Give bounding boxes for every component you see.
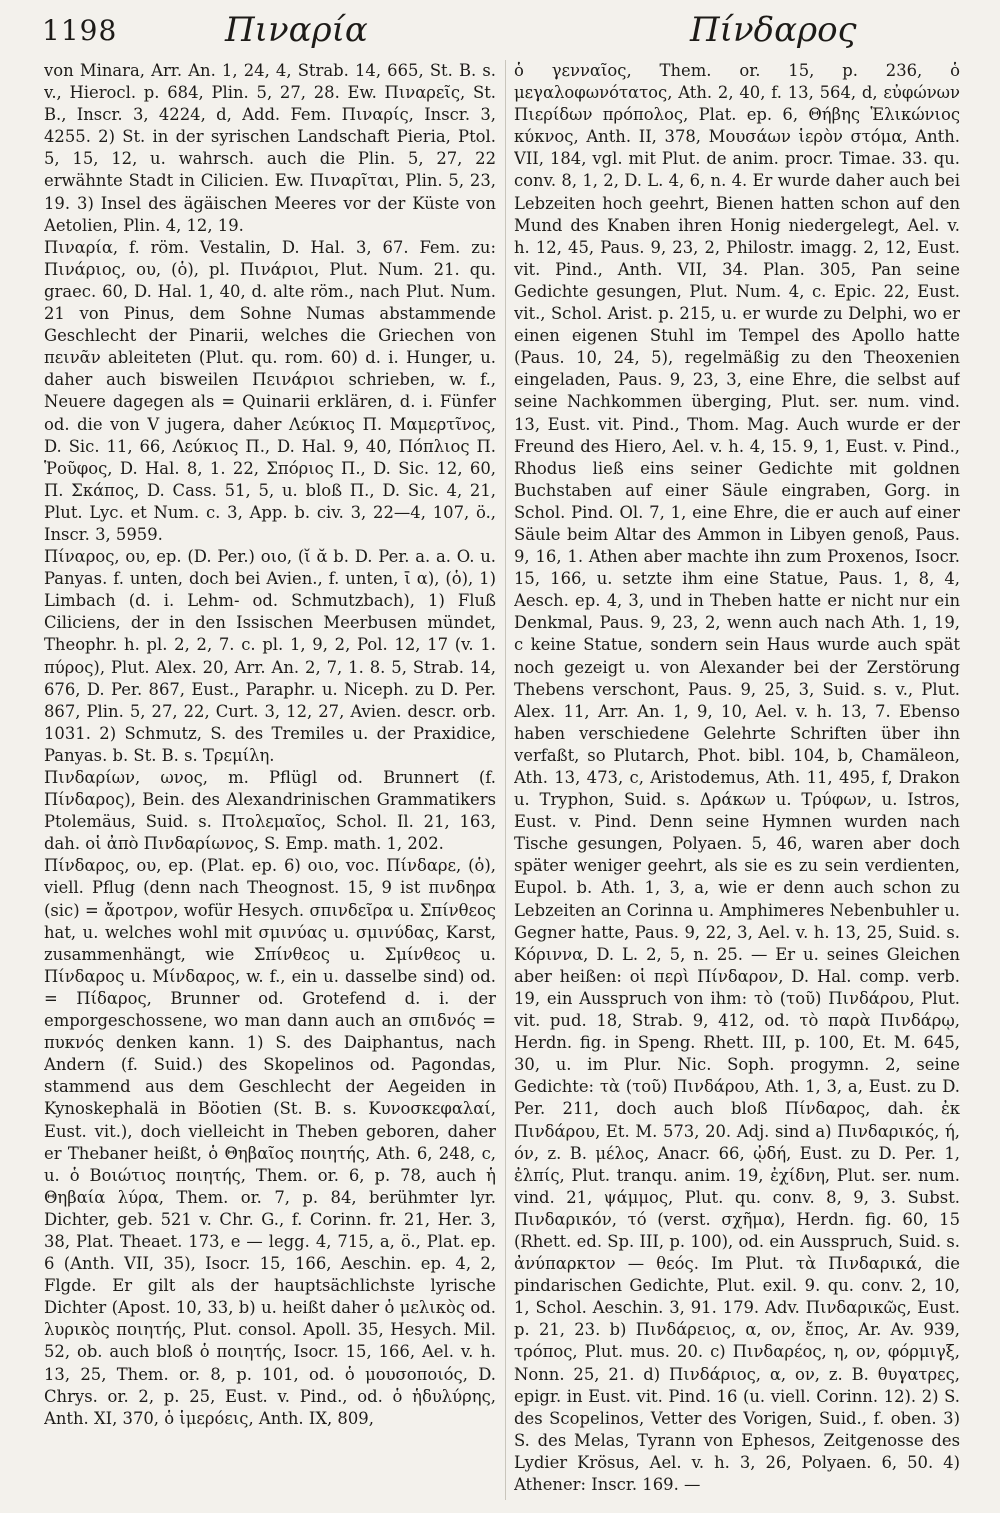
entry-text: von Minara, Arr. An. 1, 24, 4, Strab. 14, 665, St. B. s. v., Hierocl. p. 684, Plin. 5, 27, 28. Ew. Πιναρεῖς, St. B., Inscr. 3, 4224, d, Add. Fem. Πιναρίς, Inscr. 3, 4255. 2) St. in der syrischen Landschaft Pieria, Ptol. 5, 15, 12, u. wahrsch. auch die Plin. 5, 27, 22 erwähnte Stadt in Cilicien. Ew. Πιναρῖται, Plin. 5, 23, 19. 3) Insel des ägäischen Meeres vor der Küste von Aetolien, Plin. 4, 12, 19. xyxy=(44,61,496,235)
column-divider xyxy=(505,60,506,1500)
entry-pindaros: Πίνδαρος, ου, ep. (Plat. ep. 6) οιο, voc. Πίνδαρε, (ὁ), viell. Pflug (denn nach Theognost. 15, 9 ist πινδηρα (sic) = ἄροτρον, wofür Hesych. σπινδεῖρα u. Σπίνθεος hat, u. welches wohl mit σμινύας u. σμινύδας, Karst, zusammenhängt, wie Σπίνθεος u. Σμίνθεος u. Πίνδαρος u. Μίνδαρος, w. f., ein u. dasselbe sind) od. = Πίδαρος, Brunner od. Grotefend d. i. der emporgeschossene, wo man dann auch an σπιδνός = πυκνός denken kann. 1) S. des Daiphantus, nach Andern (f. Suid.) des Skopelinos od. Pagondas, stammend aus dem Geschlecht der Aegeiden in Kynoskephalä in Böotien (St. B. s. Κυνοσκεφαλαί, Eust. vit.), doch vielleicht in Theben geboren, daher er Thebaner heißt, ὁ Θηβαῖος ποιητής, Ath. 6, 248, c, u. ὁ Βοιώτιος ποιητής, Them. or. 6, p. 78, auch ἡ Θηβαία λύρα, Them. or. 7, p. 84, berühmter lyr. Dichter, geb. 521 v. Chr. G., f. Corinn. fr. 21, Her. 3, 38, Plat. Theaet. 173, e — legg. 4, 715, a, ö., Plat. ep. 6 (Anth. VII, 35), Isocr. 15, 166, Aeschin. ep. 4, 2, Flgde. Er gilt als der hauptsächlichste lyrische Dichter (Apost. 10, 33, b) u. heißt daher ὁ μελικὸς od. λυρικὸς ποιητής, Plut. consol. Apoll. 35, Hesych. Mil. 52, ob. auch bloß ὁ ποιητής, Isocr. 15, 166, Ael. v. h. 13, 25, Them. or. 8, p. 101, od. ὁ μουσοποιός, D. Chrys. or. 2, p. 25, Eust. v. Pind., od. ὁ ἡδυλύρης, Anth. XI, 370, ὁ ἱμερόεις, Anth. IX, 809, xyxy=(44,856,496,1428)
entry-pinaros: Πίναρος, ου, ep. (D. Per.) οιο, (ῐ ᾰ b. D. Per. a. a. O. u. Panyas. f. unten, doch bei Avien., f. unten, ῑ α), (ὁ), 1) Limbach (d. i. Lehm- od. Schmutzbach), 1) Fluß Ciliciens, der in den Issischen Meerbusen mündet, Theophr. h. pl. 2, 2, 7. c. pl. 1, 9, 2, Pol. 12, 17 (v. 1. πύρος), Plut. Alex. 20, Arr. An. 2, 7, 1. 8. 5, Strab. 14, 676, D. Per. 867, Eust., Paraphr. u. Niceph. zu D. Per. 867, Plin. 5, 27, 22, Curt. 3, 12, 27, Avien. descr. orb. 1031. 2) Schmutz, S. des Tremiles u. der Praxidice, Panyas. b. St. B. s. Τρεμίλη. xyxy=(44,547,496,765)
left-running-head: Πιναρία xyxy=(225,10,368,50)
entry-pindarion: Πινδαρίων, ωνος, m. Pflügl od. Brunnert (f. Πίνδαρος), Bein. des Alexandrinischen Grammatikers Ptolemäus, Suid. s. Πτολεμαῖος, Schol. Il. 21, 163, dah. οἱ ἀπὸ Πινδαρίωνος, S. Emp. math. 1, 202. xyxy=(44,768,496,854)
page-number: 1198 xyxy=(42,14,118,47)
page-header xyxy=(40,10,960,54)
right-column xyxy=(514,60,960,1500)
entry-pindaros-continued: ὁ γενναῖος, Them. or. 15, p. 236, ὁ μεγαλοφωνότατος, Ath. 2, 40, f. 13, 564, d, εὐφώνων Πιερίδων πρόπολος, Plat. ep. 6, Θήβης Ἑλικώνιος κύκνος, Anth. II, 378, Μουσάων ἱερὸν στόμα, Anth. VII, 184, vgl. mit Plut. de anim. procr. Timae. 33. qu. conv. 8, 1, 2, D. L. 4, 6, n. 4. Er wurde daher auch bei Lebzeiten hoch geehrt, Bienen hatten schon auf den Mund des Knaben ihren Honig niedergelegt, Ael. v. h. 12, 45, Paus. 9, 23, 2, Philostr. imagg. 2, 12, Eust. vit. Pind., Anth. VII, 34. Plan. 305, Pan seine Gedichte gesungen, Plut. Num. 4, c. Epic. 22, Eust. vit., Schol. Arist. p. 215, u. er wurde zu Delphi, wo er einen eigenen Stuhl im Tempel des Apollo hatte (Paus. 10, 24, 5), regelmäßig zu den Theoxenien eingeladen, Paus. 9, 23, 3, eine Ehre, die selbst auf seine Nachkommen überging, Plut. ser. num. vind. 13, Eust. vit. Pind., Thom. Mag. Auch wurde er der Freund des Hiero, Ael. v. h. 4, 15. 9, 1, Eust. v. Pind., Rhodus ließ eins seiner Gedichte mit goldnen Buchstaben auf einer Säule eingraben, Gorg. in Schol. Pind. Ol. 7, 1, eine Ehre, die er auch auf einer Säule beim Altar des Ammon in Libyen genoß, Paus. 9, 16, 1. Athen aber machte ihn zum Proxenos, Isocr. 15, 166, u. setzte ihm eine Statue, Paus. 1, 8, 4, Aesch. ep. 4, 3, und in Theben hatte er nicht nur ein Denkmal, Paus. 9, 23, 2, wenn auch nach Ath. 1, 19, c keine Statue, sondern sein Haus wurde auch spät noch gezeigt u. von Alexander bei der Zerstörung Thebens verschont, Paus. 9, 25, 3, Suid. s. v., Plut. Alex. 11, Arr. An. 1, 9, 10, Ael. v. h. 13, 7. Ebenso haben verschiedene Gelehrte Schriften über ihn verfaßt, so Plutarch, Phot. bibl. 104, b, Chamäleon, Ath. 13, 473, c, Aristodemus, Ath. 11, 495, f, Drakon u. Tryphon, Suid. s. Δράκων u. Τρύφων, u. Istros, Eust. v. Pind. Denn seine Hymnen wurden nach Tische gesungen, Polyaen. 5, 46, waren aber doch später weniger geehrt, als sie es zu sein verdienten, Eupol. b. Ath. 1, 3, a, wie er denn auch schon zu Lebzeiten an Corinna u. Amphimeres Nebenbuhler u. Gegner hatte, Paus. 9, 22, 3, Ael. v. h. 13, 25, Suid. s. Κόριννα, D. L. 2, 5, n. 25. — Er u. seines Gleichen aber heißen: οἱ περὶ Πίνδαρον, D. Hal. comp. verb. 19, ein Ausspruch von ihm: τὸ (τοῦ) Πινδάρου, Plut. vit. pud. 18, Strab. 9, 412, od. τὸ παρὰ Πινδάρῳ, Herdn. fig. in Speng. Rhett. III, p. 100, Et. M. 645, 30, u. im Plur. Nic. Soph. progymn. 2, seine Gedichte: τὰ (τοῦ) Πινδάρου, Ath. 1, 3, a, Eust. zu D. Per. 211, doch auch bloß Πίνδαρος, dah. ἐκ Πινδάρου, Et. M. 573, 20. Adj. sind a) Πινδαρικός, ή, όν, z. B. μέλος, Anacr. 66, ᾠδή, Eust. zu D. Per. 1, ἐλπίς, Plut. tranqu. anim. 19, ἐχίδνη, Plut. ser. num. vind. 21, ψάμμος, Plut. qu. conv. 8, 9, 3. Subst. Πινδαρικόν, τό (verst. σχῆμα), Herdn. fig. 60, 15 (Rhett. ed. Sp. III, p. 100), od. ein Ausspruch, Suid. s. ἀνύπαρκτον — θεός. Im Plut. τὰ Πινδαρικά, die pindarischen Gedichte, Plut. exil. 9. qu. conv. 2, 10, 1, Schol. Aeschin. 3, 91. 179. Adv. Πινδαρικῶς, Eust. p. 21, 23. b) Πινδάρειος, α, ον, ἔπος, Ar. Av. 939, τρόπος, Plut. mus. 20. c) Πινδαρέος, η, ον, φόρμιγξ, Nonn. 25, 21. d) Πινδάριος, α, ον, z. B. θυγατρες, epigr. in Eust. vit. Pind. 16 (u. viell. Corinn. 12). 2) S. des Scopelinos, Vetter des Vorigen, Suid., f. oben. 3) S. des Melas, Tyrann von Ephesos, Zeitgenosse des Lydier Krösus, Ael. v. h. 3, 26, Polyaen. 6, 50. 4) Athener: Inscr. 169. — xyxy=(514,61,960,1494)
right-running-head: Πίνδαρος xyxy=(690,10,857,50)
left-column xyxy=(44,60,496,1500)
entry-pinaria: Πιναρία, f. röm. Vestalin, D. Hal. 3, 67. Fem. zu: Πινάριος, ου, (ὁ), pl. Πινάριοι, Plut. Num. 21. qu. graec. 60, D. Hal. 1, 40, d. alte röm., nach Plut. Num. 21 von Pinus, dem Sohne Numas abstammende Geschlecht der Pinarii, welches die Griechen von πεινᾶν ableiteten (Plut. qu. rom. 60) d. i. Hunger, u. daher auch bisweilen Πεινάριοι schrieben, w. f., Neuere dagegen als = Quinarii erklären, d. i. Fünfer od. die von V jugera, daher Λεύκιος Π. Μαμερτῖνος, D. Sic. 11, 66, Λεύκιος Π., D. Hal. 9, 40, Πόπλιος Π. Ῥοῦφος, D. Hal. 8, 1. 22, Σπόριος Π., D. Sic. 12, 60, Π. Σκάπος, D. Cass. 51, 5, u. bloß Π., D. Sic. 4, 21, Plut. Lyc. et Num. c. 3, App. b. civ. 3, 22—4, 107, ö., Inscr. 3, 5959. xyxy=(44,237,496,544)
